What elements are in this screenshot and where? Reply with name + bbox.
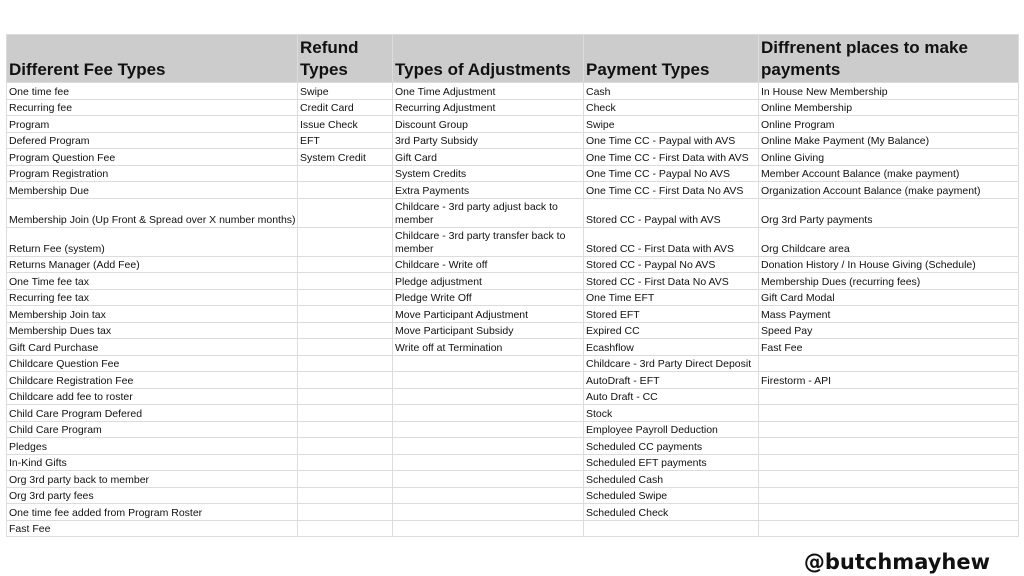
adjustment-type-cell[interactable]: Move Participant Adjustment [393,306,584,323]
payment-type-cell[interactable]: Scheduled Cash [584,471,759,488]
fee-type-cell[interactable]: Childcare Question Fee [7,355,298,372]
adjustment-type-cell[interactable]: Pledge Write Off [393,289,584,306]
refund-type-cell[interactable] [298,487,393,504]
fee-type-cell[interactable]: Recurring fee tax [7,289,298,306]
table-row [7,372,1019,389]
fee-type-cell[interactable]: Childcare Registration Fee [7,372,298,389]
payment-type-cell[interactable]: Ecashflow [584,339,759,356]
fee-type-cell[interactable]: One Time fee tax [7,273,298,290]
adjustment-type-cell[interactable]: Move Participant Subsidy [393,322,584,339]
fee-type-cell[interactable]: Recurring fee [7,99,298,116]
refund-type-cell[interactable] [298,471,393,488]
table-row [7,289,1019,306]
table-row [7,438,1019,455]
payment-place-cell[interactable]: Membership Dues (recurring fees) [759,273,1019,290]
adjustment-type-cell[interactable]: Write off at Termination [393,339,584,356]
payment-type-cell[interactable]: Childcare - 3rd Party Direct Deposit [584,355,759,372]
header-payment-types: Payment Types [584,35,759,83]
fee-type-cell[interactable]: Membership Join tax [7,306,298,323]
payment-place-cell[interactable] [759,405,1019,422]
header-row [7,35,1019,83]
table-row [7,132,1019,149]
payment-type-cell[interactable]: Check [584,99,759,116]
payment-place-cell[interactable]: Org 3rd Party payments [759,198,1019,227]
payment-type-cell[interactable]: Scheduled Swipe [584,487,759,504]
table-row [7,487,1019,504]
payment-type-cell[interactable]: One Time CC - First Data No AVS [584,182,759,199]
table-row [7,227,1019,256]
table-row [7,504,1019,521]
table-row [7,355,1019,372]
table-row [7,322,1019,339]
fee-types-spreadsheet [6,34,1019,537]
refund-type-cell[interactable] [298,182,393,199]
fee-type-cell[interactable]: Fast Fee [7,520,298,537]
payment-place-cell[interactable]: Mass Payment [759,306,1019,323]
payment-type-cell[interactable]: Stock [584,405,759,422]
table-row [7,273,1019,290]
payment-place-cell[interactable]: Org Childcare area [759,227,1019,256]
refund-type-cell[interactable]: EFT [298,132,393,149]
payment-type-cell[interactable]: Expired CC [584,322,759,339]
payment-type-cell[interactable]: Scheduled CC payments [584,438,759,455]
refund-type-cell[interactable]: Swipe [298,83,393,100]
payment-type-cell[interactable]: One Time CC - Paypal No AVS [584,165,759,182]
table-row [7,165,1019,182]
adjustment-type-cell[interactable] [393,471,584,488]
payment-type-cell[interactable]: AutoDraft - EFT [584,372,759,389]
table-row [7,454,1019,471]
fee-type-cell[interactable]: Membership Dues tax [7,322,298,339]
adjustment-type-cell[interactable]: 3rd Party Subsidy [393,132,584,149]
adjustment-type-cell[interactable]: Childcare - Write off [393,256,584,273]
payment-place-cell[interactable]: Online Program [759,116,1019,133]
fee-type-cell[interactable]: Membership Due [7,182,298,199]
payment-type-cell[interactable]: Auto Draft - CC [584,388,759,405]
fee-type-cell[interactable]: Program Registration [7,165,298,182]
fee-type-cell[interactable]: Defered Program [7,132,298,149]
refund-type-cell[interactable] [298,388,393,405]
header-refund-types: Refund Types [298,35,393,83]
payment-place-cell[interactable]: In House New Membership [759,83,1019,100]
refund-type-cell[interactable] [298,405,393,422]
adjustment-type-cell[interactable]: Recurring Adjustment [393,99,584,116]
payment-type-cell[interactable]: Employee Payroll Deduction [584,421,759,438]
payment-type-cell[interactable] [584,520,759,537]
table-row [7,198,1019,227]
payment-place-cell[interactable]: Online Giving [759,149,1019,166]
payment-place-cell[interactable]: Donation History / In House Giving (Schedule) [759,256,1019,273]
table-row [7,256,1019,273]
payment-place-cell[interactable] [759,438,1019,455]
adjustment-type-cell[interactable]: Extra Payments [393,182,584,199]
table-row [7,388,1019,405]
table-row [7,520,1019,537]
fee-type-cell[interactable]: Returns Manager (Add Fee) [7,256,298,273]
header-different-fee-types: Different Fee Types [7,35,298,83]
fee-type-cell[interactable]: In-Kind Gifts [7,454,298,471]
payment-place-cell[interactable] [759,355,1019,372]
header-places-to-make-payments: Diffrenent places to make payments [759,35,1019,83]
fee-type-cell[interactable]: Program [7,116,298,133]
refund-type-cell[interactable] [298,256,393,273]
adjustment-type-cell[interactable]: Gift Card [393,149,584,166]
adjustment-type-cell[interactable]: System Credits [393,165,584,182]
payment-place-cell[interactable]: Organization Account Balance (make payment) [759,182,1019,199]
refund-type-cell[interactable]: Credit Card [298,99,393,116]
adjustment-type-cell[interactable] [393,487,584,504]
table-row [7,99,1019,116]
table-row [7,149,1019,166]
refund-type-cell[interactable] [298,289,393,306]
refund-type-cell[interactable] [298,438,393,455]
payment-place-cell[interactable]: Online Membership [759,99,1019,116]
refund-type-cell[interactable] [298,322,393,339]
payment-type-cell[interactable]: One Time CC - First Data with AVS [584,149,759,166]
payment-place-cell[interactable] [759,454,1019,471]
payment-type-cell[interactable]: Stored CC - First Data No AVS [584,273,759,290]
payment-type-cell[interactable]: Swipe [584,116,759,133]
fee-type-cell[interactable]: Org 3rd party back to member [7,471,298,488]
payment-place-cell[interactable] [759,504,1019,521]
adjustment-type-cell[interactable] [393,504,584,521]
payment-type-cell[interactable]: One Time CC - Paypal with AVS [584,132,759,149]
fee-type-cell[interactable]: Return Fee (system) [7,227,298,256]
table-row [7,182,1019,199]
payment-type-cell[interactable]: Stored CC - First Data with AVS [584,227,759,256]
table-row [7,83,1019,100]
adjustment-type-cell[interactable] [393,355,584,372]
adjustment-type-cell[interactable] [393,372,584,389]
payment-place-cell[interactable] [759,471,1019,488]
payment-place-cell[interactable] [759,388,1019,405]
table-row [7,405,1019,422]
payment-place-cell[interactable]: Firestorm - API [759,372,1019,389]
fee-type-cell[interactable]: Childcare add fee to roster [7,388,298,405]
refund-type-cell[interactable] [298,421,393,438]
refund-type-cell[interactable] [298,372,393,389]
header-types-of-adjustments: Types of Adjustments [393,35,584,83]
table-row [7,421,1019,438]
refund-type-cell[interactable]: Issue Check [298,116,393,133]
refund-type-cell[interactable] [298,454,393,471]
fee-type-cell[interactable]: One time fee [7,83,298,100]
fee-type-cell[interactable]: Membership Join (Up Front & Spread over X number months) [7,198,298,227]
author-handle: @butchmayhew [803,550,990,574]
payment-type-cell[interactable]: Stored EFT [584,306,759,323]
payment-type-cell[interactable]: Stored CC - Paypal No AVS [584,256,759,273]
payment-type-cell[interactable]: Scheduled Check [584,504,759,521]
fee-type-cell[interactable]: Gift Card Purchase [7,339,298,356]
payment-place-cell[interactable]: Online Make Payment (My Balance) [759,132,1019,149]
adjustment-type-cell[interactable] [393,421,584,438]
adjustment-type-cell[interactable]: One Time Adjustment [393,83,584,100]
adjustment-type-cell[interactable] [393,438,584,455]
refund-type-cell[interactable] [298,165,393,182]
adjustment-type-cell[interactable]: Childcare - 3rd party adjust back to member [393,198,584,227]
payment-place-cell[interactable]: Gift Card Modal [759,289,1019,306]
adjustment-type-cell[interactable] [393,520,584,537]
refund-type-cell[interactable] [298,355,393,372]
adjustment-type-cell[interactable] [393,405,584,422]
payment-place-cell[interactable] [759,520,1019,537]
payment-place-cell[interactable]: Speed Pay [759,322,1019,339]
fee-type-cell[interactable]: Pledges [7,438,298,455]
payment-place-cell[interactable] [759,487,1019,504]
fee-type-cell[interactable]: Program Question Fee [7,149,298,166]
payment-place-cell[interactable] [759,421,1019,438]
refund-type-cell[interactable]: System Credit [298,149,393,166]
refund-type-cell[interactable] [298,339,393,356]
refund-type-cell[interactable] [298,520,393,537]
payment-type-cell[interactable]: Stored CC - Paypal with AVS [584,198,759,227]
payment-type-cell[interactable]: Scheduled EFT payments [584,454,759,471]
payment-place-cell[interactable]: Fast Fee [759,339,1019,356]
adjustment-type-cell[interactable] [393,454,584,471]
refund-type-cell[interactable] [298,198,393,227]
payment-type-cell[interactable]: One Time EFT [584,289,759,306]
fee-type-cell[interactable]: Child Care Program Defered [7,405,298,422]
table-row [7,306,1019,323]
table-row [7,116,1019,133]
payment-type-cell[interactable]: Cash [584,83,759,100]
fee-type-cell[interactable]: Child Care Program [7,421,298,438]
fee-type-cell[interactable]: One time fee added from Program Roster [7,504,298,521]
fee-type-cell[interactable]: Org 3rd party fees [7,487,298,504]
table-row [7,339,1019,356]
refund-type-cell[interactable] [298,273,393,290]
adjustment-type-cell[interactable]: Pledge adjustment [393,273,584,290]
table-row [7,471,1019,488]
payment-place-cell[interactable]: Member Account Balance (make payment) [759,165,1019,182]
refund-type-cell[interactable] [298,227,393,256]
adjustment-type-cell[interactable]: Discount Group [393,116,584,133]
adjustment-type-cell[interactable]: Childcare - 3rd party transfer back to member [393,227,584,256]
refund-type-cell[interactable] [298,306,393,323]
refund-type-cell[interactable] [298,504,393,521]
adjustment-type-cell[interactable] [393,388,584,405]
